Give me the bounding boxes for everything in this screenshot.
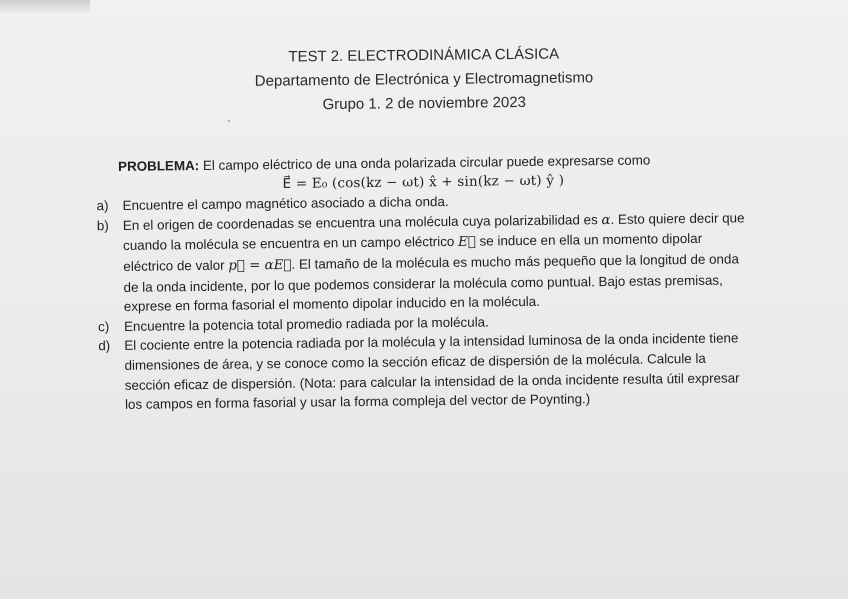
question-text: Encuentre el campo magnético asociado a dicha onda.	[122, 194, 449, 214]
question-label: a)	[96, 198, 109, 214]
question-text-part2: . Esto quiere decir que cuando la molécula se encuentra en un campo eléctrico	[122, 210, 745, 254]
question-label: d)	[98, 338, 111, 354]
electric-field-equation: E⃗ = E₀ (cos(kz − ωt) x̂ + sin(kz − ωt) ŷ )	[282, 172, 565, 192]
department-name: Departamento de Electrónica y Electromagnetismo	[254, 69, 594, 90]
question-label: b)	[96, 217, 109, 234]
e-field-symbol: E⃗	[457, 235, 476, 251]
group-date: Grupo 1. 2 de noviembre 2023	[322, 93, 527, 114]
alpha-symbol: α	[601, 212, 611, 228]
scan-speck	[228, 120, 230, 122]
question-b	[97, 208, 750, 317]
question-d	[98, 329, 751, 415]
problem-label: PROBLEMA:	[118, 158, 200, 174]
question-text: Encuentre la potencia total promedio radiada por la molécula.	[123, 314, 489, 334]
problem-intro-text: El campo eléctrico de una onda polarizada circular puede expresarse como	[202, 152, 651, 173]
dipole-expression: p⃗ = αE⃗	[228, 257, 292, 274]
exam-header	[0, 40, 848, 121]
problem-block	[96, 149, 751, 414]
question-text: El cociente entre la potencia radiada por la molécula y la intensidad luminosa de la onda incidente tiene dimensiones de área, y se conoce como la sección eficaz de dispersión de la molécula. Calcule la sección eficaz de dispersión. (Nota: para calcular la intensidad de la onda incidente resulta útil expresar los campos en forma fasorial y usar la forma compleja del vector de Poynting.)	[124, 330, 740, 413]
scan-shadow	[0, 0, 90, 14]
question-text-part4: . El tamaño de la molécula es mucho más pequeño que la longitud de onda de la onda incidente, por lo que podemos considerar la molécula como puntual. Bajo estas premisas, exprese en forma fasorial el momento dipolar inducido en la molécula.	[123, 251, 739, 315]
question-label: c)	[97, 318, 110, 335]
question-text-part3: se induce en ella un momento dipolar eléctrico de valor	[123, 231, 703, 274]
question-text-part1: En el origen de coordenadas se encuentra una molécula cuya polarizabilidad es	[122, 211, 602, 233]
exam-title: TEST 2. ELECTRODINÁMICA CLÁSICA	[288, 45, 560, 66]
